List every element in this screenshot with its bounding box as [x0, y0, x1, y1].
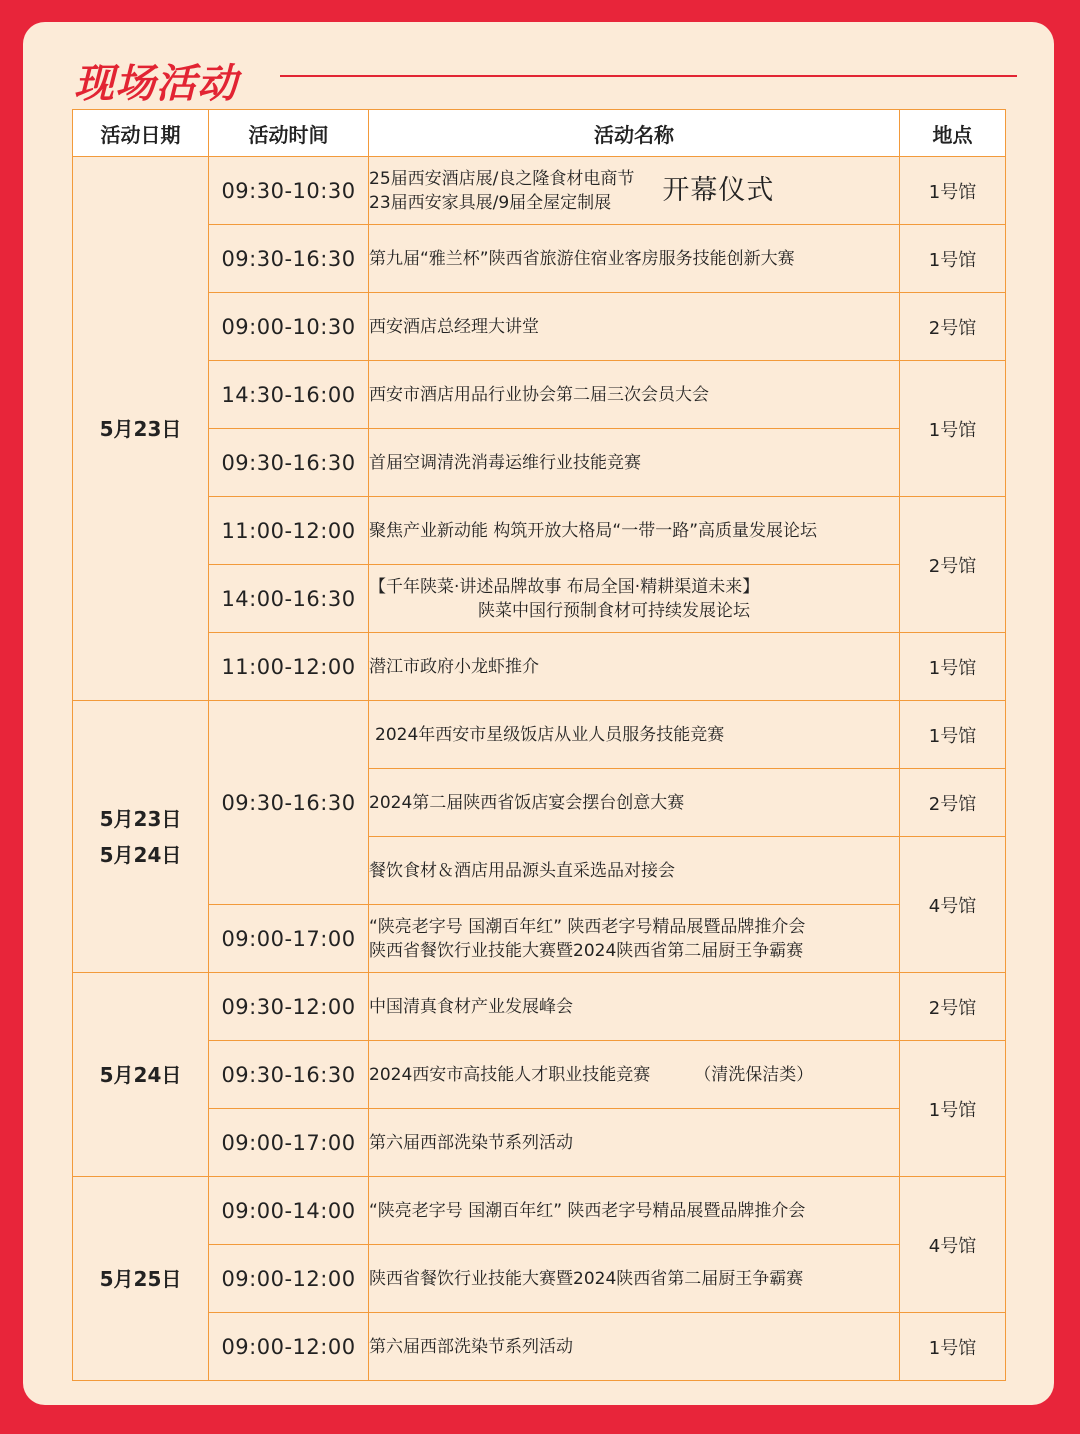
time-cell: 11:00-12:00 [209, 497, 369, 565]
opening-ceremony-label: 开幕仪式 [662, 174, 775, 206]
venue-cell: 1号馆 [900, 701, 1006, 769]
time-cell: 09:00-14:00 [209, 1177, 369, 1245]
event-name-line: 23届西安家具展/9届全屋定制展 [369, 192, 612, 213]
event-name-line: 陕西省餐饮行业技能大赛暨2024陕西省第二届厨王争霸赛 [369, 940, 804, 961]
event-name-cell: 陕西省餐饮行业技能大赛暨2024陕西省第二届厨王争霸赛 [369, 1245, 900, 1313]
venue-cell: 1号馆 [900, 225, 1006, 293]
time-cell: 09:30-10:30 [209, 157, 369, 225]
table-row [73, 157, 1006, 225]
table-header-row [73, 110, 1006, 157]
event-name-cell: 首届空调清洗消毒运维行业技能竞赛 [369, 429, 900, 497]
venue-cell: 2号馆 [900, 293, 1006, 361]
venue-cell: 2号馆 [900, 973, 1006, 1041]
table-row [73, 565, 1006, 633]
venue-cell: 1号馆 [900, 157, 1006, 225]
table-row [73, 497, 1006, 565]
header-date: 活动日期 [73, 110, 209, 157]
venue-cell: 4号馆 [900, 837, 1006, 973]
table-row [73, 1109, 1006, 1177]
event-name-cell [369, 565, 900, 633]
time-cell: 09:30-16:30 [209, 701, 369, 905]
header-name: 活动名称 [369, 110, 900, 157]
page-title: 现场活动 [74, 61, 238, 107]
time-cell: 11:00-12:00 [209, 633, 369, 701]
event-name-line: 2024西安市高技能人才职业技能竞赛 [369, 1064, 651, 1085]
date-cell: 5月23日 5月24日 [73, 701, 209, 973]
time-cell: 09:00-17:00 [209, 905, 369, 973]
table-row [73, 361, 1006, 429]
table-row [73, 1313, 1006, 1381]
table-row [73, 1177, 1006, 1245]
time-cell: 09:00-12:00 [209, 1245, 369, 1313]
title-divider [280, 75, 1017, 77]
table-row [73, 973, 1006, 1041]
event-name-cell: 第六届西部洗染节系列活动 [369, 1109, 900, 1177]
event-name-line: 25届西安酒店展/良之隆食材电商节 [369, 168, 635, 189]
venue-cell: 1号馆 [900, 1313, 1006, 1381]
time-cell: 09:30-16:30 [209, 1041, 369, 1109]
event-name-line: 陕菜中国行预制食材可持续发展论坛 [478, 600, 750, 621]
schedule-table [72, 109, 1006, 1381]
date-cell: 5月25日 [73, 1177, 209, 1381]
venue-cell: 1号馆 [900, 1041, 1006, 1177]
table-row [73, 429, 1006, 497]
venue-cell: 2号馆 [900, 497, 1006, 633]
event-name-cell: 第六届西部洗染节系列活动 [369, 1313, 900, 1381]
table-row [73, 905, 1006, 973]
event-name-line: “陕亮老字号 国潮百年红” 陕西老字号精品展暨品牌推介会 [369, 916, 806, 937]
table-row [73, 633, 1006, 701]
time-cell: 09:00-12:00 [209, 1313, 369, 1381]
table-row [73, 701, 1006, 769]
time-cell: 09:30-16:30 [209, 225, 369, 293]
time-cell: 09:30-12:00 [209, 973, 369, 1041]
event-name-cell: 西安酒店总经理大讲堂 [369, 293, 900, 361]
date-cell: 5月23日 [73, 157, 209, 701]
event-name-note: （清洗保洁类） [694, 1064, 814, 1085]
header-time: 活动时间 [209, 110, 369, 157]
time-cell: 09:30-16:30 [209, 429, 369, 497]
venue-cell: 4号馆 [900, 1177, 1006, 1313]
time-cell: 09:00-17:00 [209, 1109, 369, 1177]
venue-cell: 1号馆 [900, 361, 1006, 497]
event-name-cell [369, 905, 900, 973]
event-name-cell: “陕亮老字号 国潮百年红” 陕西老字号精品展暨品牌推介会 [369, 1177, 900, 1245]
table-row [73, 293, 1006, 361]
event-name-cell: 2024第二届陕西省饭店宴会摆台创意大赛 [369, 769, 900, 837]
event-name-cell: 中国清真食材产业发展峰会 [369, 973, 900, 1041]
time-cell: 14:00-16:30 [209, 565, 369, 633]
table-row [73, 1041, 1006, 1109]
event-name-cell: 潜江市政府小龙虾推介 [369, 633, 900, 701]
table-row [73, 225, 1006, 293]
venue-cell: 2号馆 [900, 769, 1006, 837]
event-name-cell: 第九届“雅兰杯”陕西省旅游住宿业客房服务技能创新大赛 [369, 225, 900, 293]
header-venue: 地点 [900, 110, 1006, 157]
event-name-cell: 西安市酒店用品行业协会第二届三次会员大会 [369, 361, 900, 429]
event-name-cell: 2024年西安市星级饭店从业人员服务技能竞赛 [369, 701, 900, 769]
time-cell: 09:00-10:30 [209, 293, 369, 361]
event-name-line: 【千年陕菜·讲述品牌故事 布局全国·精耕渠道未来】 [369, 576, 760, 597]
time-cell: 14:30-16:00 [209, 361, 369, 429]
date-cell: 5月24日 [73, 973, 209, 1177]
event-name-cell [369, 1041, 900, 1109]
event-name-cell: 餐饮食材＆酒店用品源头直采选品对接会 [369, 837, 900, 905]
event-name-cell: 聚焦产业新动能 构筑开放大格局“一带一路”高质量发展论坛 [369, 497, 900, 565]
venue-cell: 1号馆 [900, 633, 1006, 701]
event-name-cell [369, 157, 900, 225]
table-row [73, 1245, 1006, 1313]
